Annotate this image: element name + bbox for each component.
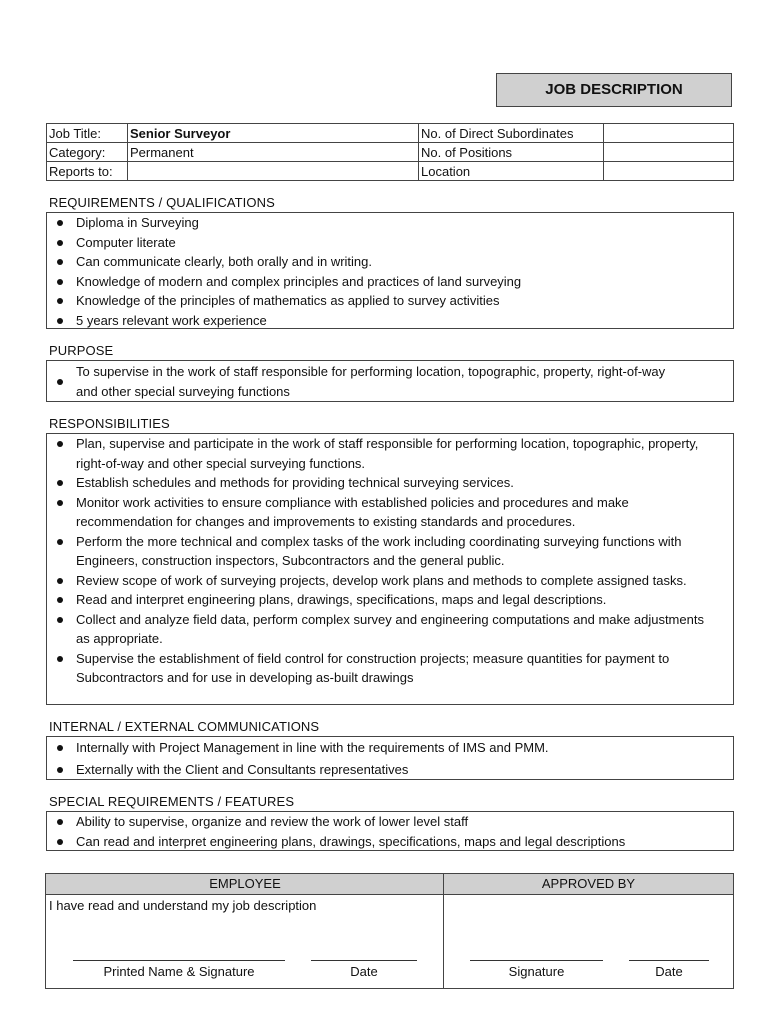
list-item: Can communicate clearly, both orally and in writing.	[47, 252, 733, 272]
job-info-table	[46, 123, 734, 181]
special-heading: SPECIAL REQUIREMENTS / FEATURES	[49, 794, 295, 809]
employee-date-label: Date	[350, 964, 378, 979]
list-item: Monitor work activities to ensure compliance with established policies and procedures and make recommendation for changes and improvements to existing standards and procedures.	[47, 493, 733, 532]
list-item: Ability to supervise, organize and review the work of lower level staff	[47, 812, 733, 832]
responsibilities-heading: RESPONSIBILITIES	[49, 416, 170, 431]
acknowledgement-text: I have read and understand my job description	[49, 898, 317, 913]
bullet-icon	[57, 578, 63, 584]
location-value	[604, 162, 734, 181]
employee-header: EMPLOYEE	[46, 874, 444, 895]
approver-signature-line	[470, 960, 603, 961]
list-item: Read and interpret engineering plans, drawings, specifications, maps and legal descriptions.	[47, 590, 733, 610]
list-item: Perform the more technical and complex tasks of the work including coordinating surveying functions with Engineers, construction inspectors, Subcontractors and the general public.	[47, 532, 733, 571]
job-title-value: Senior Surveyor	[128, 124, 419, 143]
list-item: Internally with Project Management in line with the requirements of IMS and PMM.	[47, 737, 733, 759]
direct-subordinates-value	[604, 124, 734, 143]
bullet-icon	[57, 240, 63, 246]
approver-date-label: Date	[655, 964, 683, 979]
bullet-icon	[57, 480, 63, 486]
bullet-icon	[57, 819, 63, 825]
bullet-icon	[57, 318, 63, 324]
purpose-heading: PURPOSE	[49, 343, 114, 358]
bullet-icon	[57, 259, 63, 265]
reports-to-label: Reports to:	[47, 162, 128, 181]
bullet-icon	[57, 597, 63, 603]
category-label: Category:	[47, 143, 128, 162]
category-value: Permanent	[128, 143, 419, 162]
bullet-icon	[57, 745, 63, 751]
list-item: Diploma in Surveying	[47, 213, 733, 233]
reports-to-value	[128, 162, 419, 181]
bullet-icon	[57, 298, 63, 304]
bullet-icon	[57, 617, 63, 623]
bullet-icon	[57, 220, 63, 226]
approved-by-header: APPROVED BY	[444, 874, 733, 895]
requirements-box	[46, 212, 734, 329]
column-divider	[443, 874, 444, 988]
special-box	[46, 811, 734, 851]
list-item: To supervise in the work of staff responsible for performing location, topographic, property, right-of-way and other special surveying functions	[47, 362, 733, 401]
list-item: Can read and interpret engineering plans, drawings, specifications, maps and legal descriptions	[47, 832, 733, 852]
bullet-icon	[57, 441, 63, 447]
communications-heading: INTERNAL / EXTERNAL COMMUNICATIONS	[49, 719, 320, 734]
approver-date-line	[629, 960, 709, 961]
location-label: Location	[419, 162, 604, 181]
requirements-heading: REQUIREMENTS / QUALIFICATIONS	[49, 195, 275, 210]
page-title: JOB DESCRIPTION	[496, 73, 732, 107]
list-item: Knowledge of the principles of mathematics as applied to survey activities	[47, 291, 733, 311]
list-item: Knowledge of modern and complex principles and practices of land surveying	[47, 272, 733, 292]
printed-name-label: Printed Name & Signature	[103, 964, 255, 979]
list-item: Supervise the establishment of field control for construction projects; measure quantities for payment to Subcontractors and for use in developing as-built drawings	[47, 649, 733, 688]
list-item: Externally with the Client and Consultants representatives	[47, 759, 733, 781]
communications-box	[46, 736, 734, 780]
employee-date-line	[311, 960, 417, 961]
table-row	[47, 124, 734, 143]
direct-subordinates-label: No. of Direct Subordinates	[419, 124, 604, 143]
list-item: Computer literate	[47, 233, 733, 253]
signature-label: Signature	[508, 964, 565, 979]
bullet-icon	[57, 656, 63, 662]
job-title-label: Job Title:	[47, 124, 128, 143]
table-row	[47, 162, 734, 181]
bullet-icon	[57, 379, 63, 385]
list-item: Review scope of work of surveying projects, develop work plans and methods to complete assigned tasks.	[47, 571, 733, 591]
list-item: Establish schedules and methods for providing technical surveying services.	[47, 473, 733, 493]
list-item: Collect and analyze field data, perform complex survey and engineering computations and make adjustments as appropriate.	[47, 610, 733, 649]
responsibilities-box	[46, 433, 734, 705]
bullet-icon	[57, 500, 63, 506]
positions-label: No. of Positions	[419, 143, 604, 162]
employee-signature-line	[73, 960, 285, 961]
bullet-icon	[57, 279, 63, 285]
bullet-icon	[57, 539, 63, 545]
table-row	[47, 143, 734, 162]
bullet-icon	[57, 839, 63, 845]
positions-value	[604, 143, 734, 162]
list-item: Plan, supervise and participate in the work of staff responsible for performing location, topographic, property, right-of-way and other special surveying functions.	[47, 434, 733, 473]
bullet-icon	[57, 767, 63, 773]
purpose-box	[46, 360, 734, 402]
signoff-table	[45, 873, 734, 989]
list-item: 5 years relevant work experience	[47, 311, 733, 331]
